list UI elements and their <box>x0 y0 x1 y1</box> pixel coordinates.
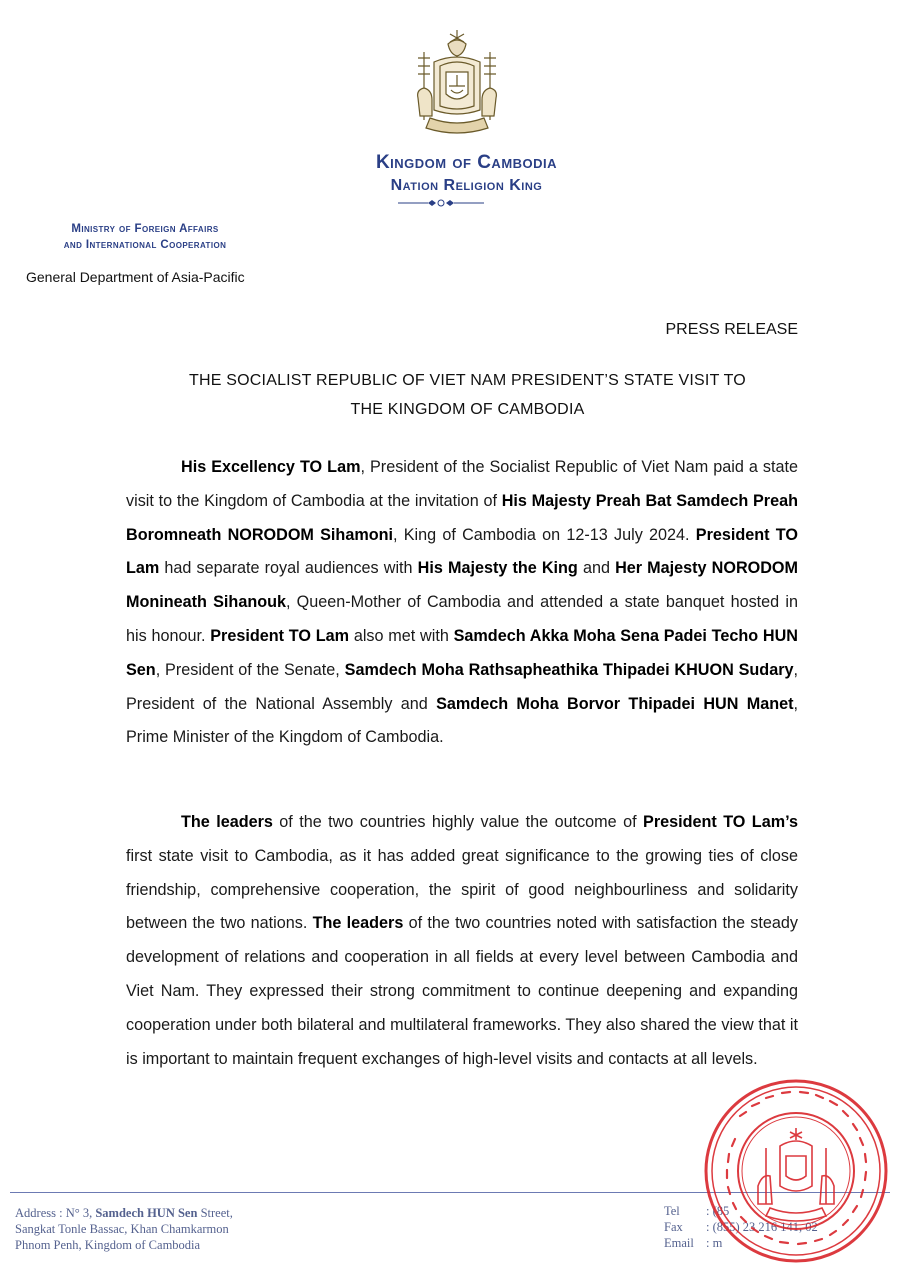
fax-line: Fax : (855) 23 216 141, 02 <box>664 1220 818 1234</box>
document-title-line2: THE KINGDOM OF CAMBODIA <box>350 401 585 418</box>
text-run: of the two countries highly value the outcome of <box>272 813 644 831</box>
text-run: , President of the Socialist Republic of Viet Nam paid a state visit to the Kingdom of Cambodia at the invitation of <box>126 458 798 510</box>
document-title-line1: THE SOCIALIST REPUBLIC OF VIET NAM PRESIDENT’S STATE VISIT TO <box>189 372 746 389</box>
address-line1: Address : N° 3, Samdech HUN Sen Street, <box>15 1206 233 1220</box>
text-run: had separate royal audiences with <box>159 559 418 578</box>
text-run: , President of the Senate, <box>155 660 345 679</box>
bold-phrase: His Excellency TO Lam <box>181 458 361 476</box>
bold-phrase: The leaders <box>181 813 273 831</box>
kingdom-title: Kingdom of Cambodia <box>375 152 558 173</box>
text-run: of the two countries noted with satisfaction the steady development of relations and cooperation in all fields at every level between Cambodia and Viet Nam. They expressed their strong commitment to continue deepening and expanding cooperation under both bilateral and multilateral frameworks. They also shared the view that it is important to maintain frequent exchanges of high-level visits and contacts at all levels. <box>126 914 798 1068</box>
ministry-name-line1: Ministry of Foreign Affairs <box>71 223 219 235</box>
ministry-name-line2: and International Cooperation <box>63 239 227 251</box>
body-paragraph-2 <box>126 806 798 1076</box>
bold-phrase: Her Majesty NORODOM Monineath Sihanouk <box>126 559 798 612</box>
royal-arms-of-cambodia-icon <box>412 28 502 140</box>
kingdom-motto: Nation Religion King <box>390 177 543 194</box>
bold-phrase: His Majesty Preah Bat Samdech Preah Boromneath NORODOM Sihamoni <box>126 491 798 544</box>
text-run: also met with <box>349 626 454 645</box>
tel-line: Tel : (85 <box>664 1204 730 1218</box>
bold-phrase: Samdech Moha Rathsapheathika Thipadei KHUON Sudary <box>344 660 794 679</box>
bold-phrase: The leaders <box>312 914 404 933</box>
text-run: and <box>577 559 616 578</box>
bold-phrase: President TO Lam’s <box>643 813 798 831</box>
ornament-divider-icon <box>398 198 484 208</box>
body-paragraph-1 <box>126 451 798 755</box>
bold-phrase: President TO Lam <box>126 525 798 578</box>
text-run: , King of Cambodia on 12-13 July 2024. <box>393 525 696 544</box>
bold-phrase: His Majesty the King <box>417 559 578 578</box>
text-run: , Queen-Mother of Cambodia and attended a state banquet hosted in his honour. <box>126 593 798 645</box>
text-run: , President of the National Assembly and <box>126 660 798 713</box>
department-name: General Department of Asia-Pacific <box>26 269 245 285</box>
document-label: PRESS RELEASE <box>665 321 798 338</box>
email-line: Email : m <box>664 1236 723 1250</box>
address-line2: Sangkat Tonle Bassac, Khan Chamkarmon <box>15 1222 229 1236</box>
official-ministry-seal-icon <box>700 1076 892 1266</box>
text-run: , Prime Minister of the Kingdom of Cambodia. <box>126 694 799 747</box>
text-run: first state visit to Cambodia, as it has added great significance to the growing ties of close friendship, comprehensive cooperation, the spirit of good neighbourliness and solidarity between the two nations. <box>126 846 798 933</box>
bold-phrase: President TO Lam <box>210 626 350 645</box>
bold-phrase: Samdech Moha Borvor Thipadei HUN Manet <box>436 694 794 713</box>
bold-phrase: Samdech Akka Moha Sena Padei Techo HUN Sen <box>126 626 798 679</box>
footer-address <box>15 1205 233 1253</box>
address-line3: Phnom Penh, Kingdom of Cambodia <box>15 1238 201 1252</box>
